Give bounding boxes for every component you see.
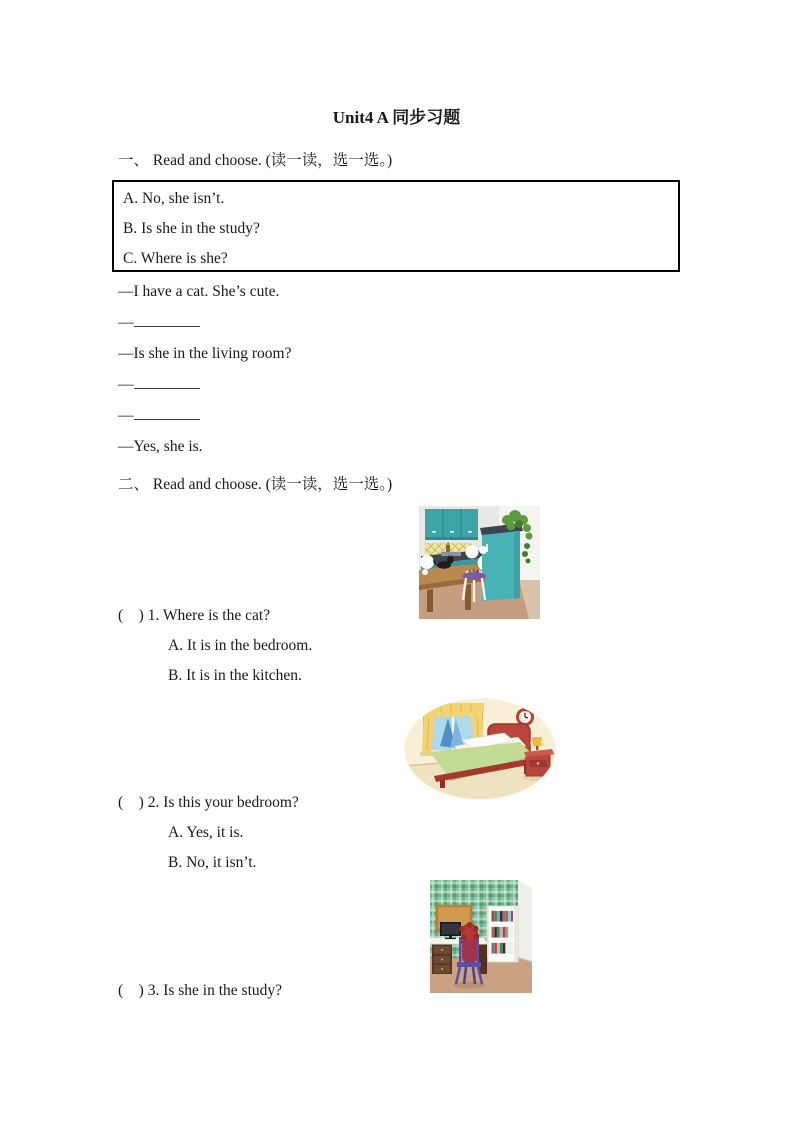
- box-option-b: B. Is she in the study?: [123, 220, 260, 237]
- box-option-a: A. No, she isn’t.: [123, 190, 225, 207]
- blank-underline: [134, 405, 200, 420]
- kitchen-scene-image: [419, 506, 540, 619]
- question-1-option-b: B. It is in the kitchen.: [168, 667, 302, 684]
- question-2-option-b: B. No, it isn’t.: [168, 854, 257, 871]
- dialogue-block: [118, 276, 292, 462]
- page-title: Unit4 A 同步习题: [332, 108, 461, 127]
- question-2-stem: ( ) 2. Is this your bedroom?: [118, 794, 299, 811]
- bedroom-scene-image: [404, 696, 557, 801]
- dialogue-text: —I have a cat. She’s cute.: [118, 283, 280, 300]
- section2-heading: 二、 Read and choose. (读一读，选一选。): [118, 476, 393, 493]
- options-box: [112, 180, 680, 272]
- question-3: [118, 976, 282, 1006]
- dialogue-line-3: [118, 338, 292, 369]
- dialogue-line-5-blank: [118, 400, 292, 431]
- dialogue-line-2-blank: [118, 307, 292, 338]
- blank-underline: [134, 312, 200, 327]
- question-1-option-a: A. It is in the bedroom.: [168, 637, 313, 654]
- dialogue-text: —Yes, she is.: [118, 438, 203, 455]
- question-1: [118, 601, 312, 691]
- study-scene-image: [430, 880, 532, 993]
- question-2: [118, 788, 299, 878]
- question-3-stem: ( ) 3. Is she in the study?: [118, 982, 283, 999]
- question-2-option-a: A. Yes, it is.: [168, 824, 244, 841]
- section1-heading: 一、 Read and choose. (读一读，选一选。): [118, 152, 393, 169]
- dialogue-line-1: [118, 276, 292, 307]
- box-option-c: C. Where is she?: [123, 250, 228, 267]
- blank-underline: [134, 374, 200, 389]
- dialogue-line-4-blank: [118, 369, 292, 400]
- dialogue-dash: —: [118, 314, 134, 331]
- dialogue-text: —Is she in the living room?: [118, 345, 292, 362]
- dialogue-dash: —: [118, 407, 134, 424]
- dialogue-line-6: [118, 431, 292, 462]
- dialogue-dash: —: [118, 376, 134, 393]
- question-1-stem: ( ) 1. Where is the cat?: [118, 607, 271, 624]
